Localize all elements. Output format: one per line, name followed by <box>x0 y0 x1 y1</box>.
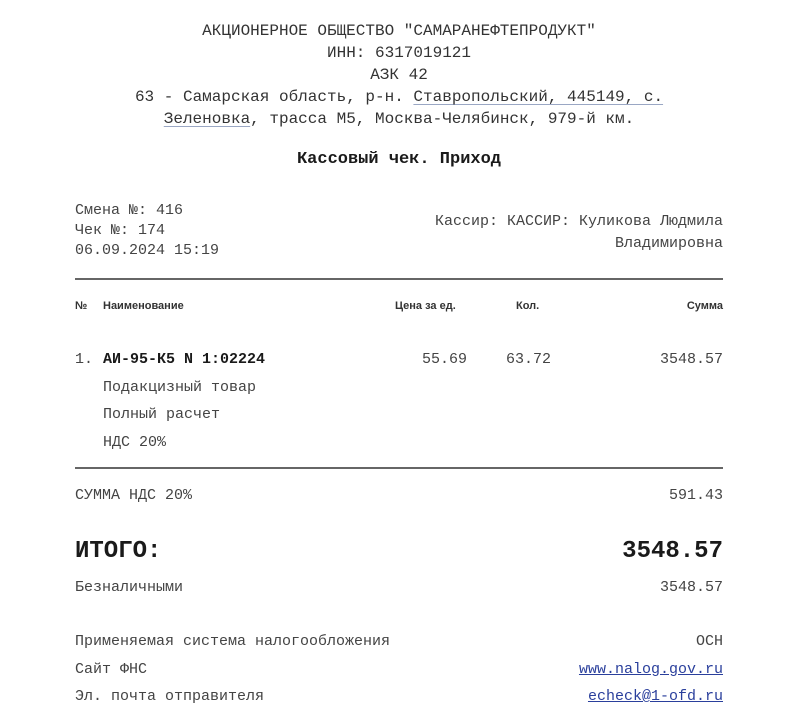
item-detail-vat: НДС 20% <box>103 434 167 451</box>
address-part-district[interactable]: Ставропольский, 445149, с. <box>413 88 664 106</box>
sender-email-link[interactable]: echeck@1-ofd.ru <box>587 688 723 705</box>
station-name: АЗК 42 <box>370 66 428 84</box>
fns-site-label: Сайт ФНС <box>75 661 148 678</box>
address-part-village[interactable]: Зеленовка <box>163 110 251 128</box>
col-header-price: Цена за ед. <box>395 300 456 312</box>
receipt-title: Кассовый чек. Приход <box>296 150 502 169</box>
cashless-label: Безналичными <box>75 579 184 596</box>
company-name: АКЦИОНЕРНОЕ ОБЩЕСТВО "САМАРАНЕФТЕПРОДУКТ" <box>202 22 596 40</box>
item-detail-payment: Полный расчет <box>103 406 221 423</box>
address-part-region: 63 - Самарская область, р-н. <box>134 88 414 106</box>
item-sum: 3548.57 <box>659 351 723 368</box>
tax-system-value: ОСН <box>695 633 723 650</box>
sender-email-label: Эл. почта отправителя <box>75 688 265 705</box>
total-label: ИТОГО: <box>75 538 162 565</box>
item-price: 55.69 <box>422 351 468 368</box>
divider <box>75 467 723 469</box>
address-part-highway: , трасса М5, Москва-Челябинск, 979-й км. <box>250 110 635 128</box>
vat-sum-label: СУММА НДС 20% <box>75 487 193 504</box>
item-number: 1. <box>75 351 94 368</box>
cashier-line-2: Владимировна <box>614 235 723 252</box>
receipt-header <box>75 20 723 130</box>
col-header-sum: Сумма <box>686 300 723 312</box>
item-detail-excise: Подакцизный товар <box>103 379 257 396</box>
vat-sum-value: 591.43 <box>668 487 723 504</box>
inn-line: ИНН: 6317019121 <box>326 44 472 62</box>
item-quantity: 63.72 <box>506 351 552 368</box>
shift-number: Смена №: 416 <box>75 202 184 219</box>
receipt-datetime: 06.09.2024 15:19 <box>75 242 220 259</box>
fns-site-link[interactable]: www.nalog.gov.ru <box>578 661 723 678</box>
address-line-1 <box>75 86 723 108</box>
col-header-number: № <box>75 300 88 312</box>
col-header-qty: Кол. <box>516 300 540 312</box>
total-value: 3548.57 <box>622 538 723 565</box>
cashier-line-1: Кассир: КАССИР: Куликова Людмила <box>434 213 723 230</box>
tax-system-label: Применяемая система налогообложения <box>75 633 391 650</box>
divider <box>75 278 723 280</box>
cashier-info <box>363 211 723 255</box>
col-header-name: Наименование <box>103 300 184 312</box>
item-name: АИ-95-К5 N 1:02224 <box>103 351 266 368</box>
receipt-meta <box>75 201 219 261</box>
cashless-value: 3548.57 <box>659 579 723 596</box>
address-line-2 <box>75 108 723 130</box>
check-number: Чек №: 174 <box>75 222 166 239</box>
